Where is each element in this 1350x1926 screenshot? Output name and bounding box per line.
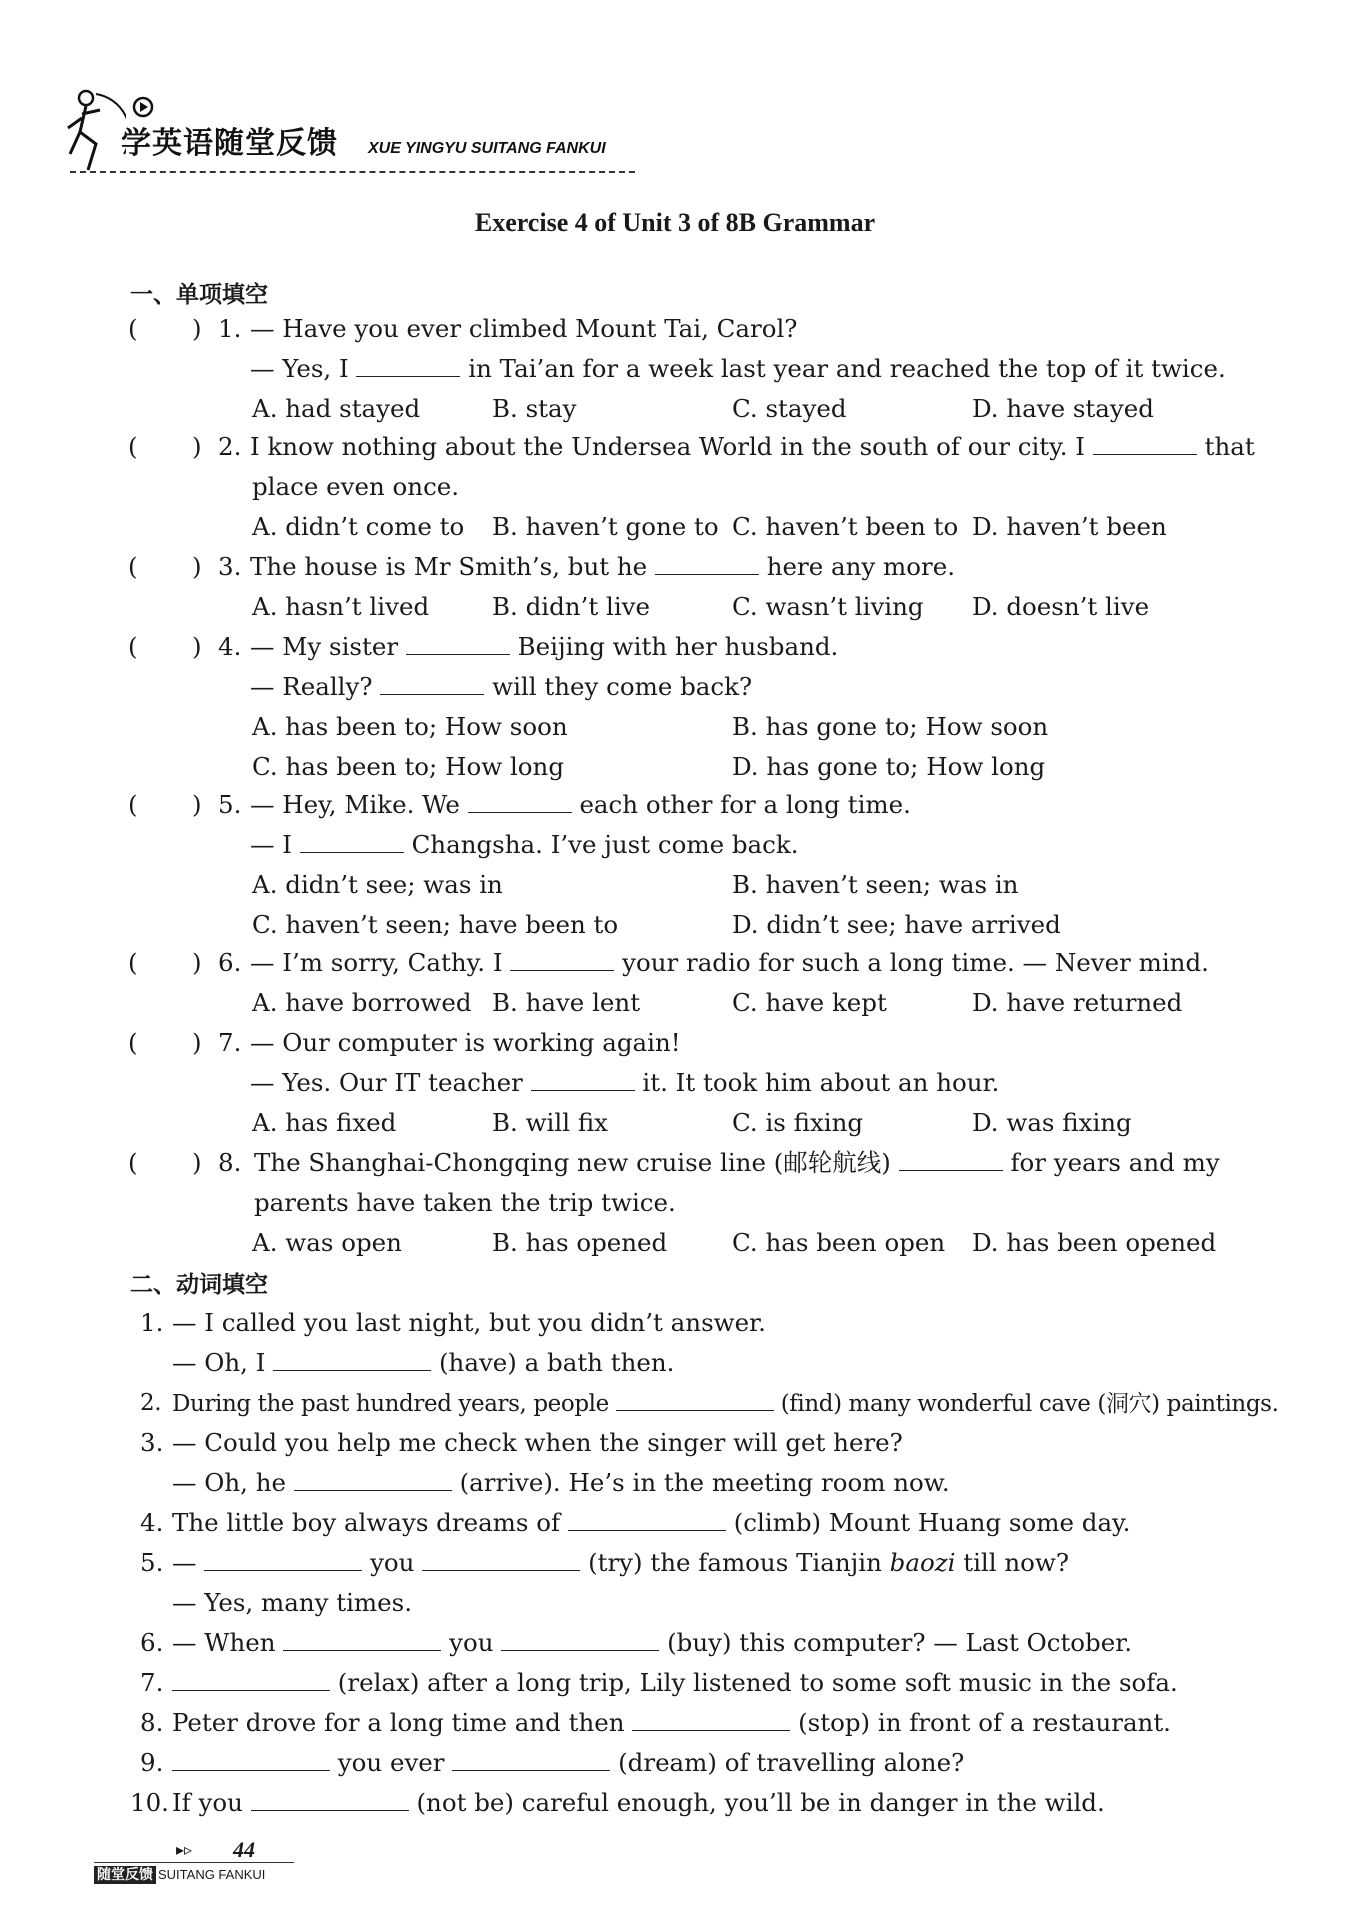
- question-stem: The house is Mr Smith’s, but he here any more.: [250, 552, 956, 581]
- option-a: A. has fixed: [252, 1108, 397, 1137]
- answer-paren-left: (: [128, 790, 138, 819]
- answer-paren-right: ): [192, 314, 202, 343]
- answer-blank[interactable]: [356, 354, 460, 377]
- question-stem: — Have you ever climbed Mount Tai, Carol?: [250, 314, 798, 343]
- option-d: D. doesn’t live: [972, 592, 1150, 621]
- option-a: A. have borrowed: [252, 988, 472, 1017]
- answer-paren-right: ): [192, 948, 202, 977]
- option-c: C. has been open: [732, 1228, 946, 1257]
- answer-blank[interactable]: [294, 1468, 452, 1491]
- answer-paren-left: (: [128, 314, 138, 343]
- item-text: — Oh, he (arrive). He’s in the meeting room now.: [172, 1468, 950, 1497]
- answer-paren-right: ): [192, 1148, 202, 1177]
- answer-blank[interactable]: [1093, 432, 1197, 455]
- item-text: During the past hundred years, people (find) many wonderful cave (洞穴) paintings.: [172, 1388, 1278, 1419]
- answer-blank[interactable]: [251, 1788, 409, 1811]
- question-number: 4.: [218, 632, 242, 661]
- option-a: A. didn’t come to: [252, 512, 465, 541]
- answer-paren-left: (: [128, 632, 138, 661]
- item-text: (relax) after a long trip, Lily listened to some soft music in the sofa.: [172, 1668, 1178, 1698]
- item-text: If you (not be) careful enough, you’ll be in danger in the wild.: [172, 1788, 1105, 1817]
- question-stem: The Shanghai-Chongqing new cruise line (邮轮航线) for years and my: [254, 1148, 1220, 1177]
- item-text: — Could you help me check when the singer will get here?: [172, 1428, 903, 1457]
- question-stem: place even once.: [252, 472, 460, 501]
- option-d: D. didn’t see; have arrived: [732, 910, 1061, 939]
- option-c: C. haven’t seen; have been to: [252, 910, 619, 939]
- option-d: D. was fixing: [972, 1108, 1132, 1137]
- answer-paren-left: (: [128, 552, 138, 581]
- item-number: 5.: [140, 1548, 164, 1577]
- item-number: 10.: [130, 1788, 169, 1817]
- footer-label: [94, 1864, 265, 1884]
- option-b: B. didn’t live: [492, 592, 650, 621]
- question-number: 6.: [218, 948, 242, 977]
- option-b: B. stay: [492, 394, 577, 423]
- option-c: C. stayed: [732, 394, 847, 423]
- question-stem: — I’m sorry, Cathy. I your radio for such a long time. — Never mind.: [250, 948, 1209, 977]
- answer-blank[interactable]: [655, 552, 759, 575]
- play-circle-icon: [132, 96, 154, 118]
- runner-logo-icon: [66, 84, 126, 180]
- answer-blank[interactable]: [568, 1508, 726, 1531]
- option-b: B. will fix: [492, 1108, 609, 1137]
- option-a: A. was open: [252, 1228, 402, 1257]
- answer-blank[interactable]: [468, 790, 572, 813]
- option-a: A. had stayed: [252, 394, 421, 423]
- option-d: D. have returned: [972, 988, 1183, 1017]
- answer-paren-left: (: [128, 432, 138, 461]
- item-number: 1.: [140, 1308, 164, 1337]
- answer-paren-right: ): [192, 790, 202, 819]
- question-stem: parents have taken the trip twice.: [254, 1188, 676, 1217]
- item-text: — I called you last night, but you didn’t answer.: [172, 1308, 766, 1337]
- item-text: — Yes, many times.: [172, 1588, 412, 1617]
- option-c: C. have kept: [732, 988, 887, 1017]
- page-header: [66, 84, 646, 180]
- answer-blank[interactable]: [452, 1748, 610, 1771]
- section-heading-verb-fill: 二、动词填空: [130, 1272, 268, 1298]
- answer-blank[interactable]: [531, 1068, 635, 1091]
- option-d: D. haven’t been: [972, 512, 1167, 541]
- answer-blank[interactable]: [899, 1148, 1003, 1171]
- option-c: C. is fixing: [732, 1108, 864, 1137]
- option-d: D. has gone to; How long: [732, 752, 1046, 781]
- item-text: you ever (dream) of travelling alone?: [172, 1748, 964, 1778]
- question-number: 3.: [218, 552, 242, 581]
- question-stem: — Hey, Mike. We each other for a long time.: [250, 790, 911, 819]
- answer-blank[interactable]: [273, 1348, 431, 1371]
- option-b: B. has opened: [492, 1228, 668, 1257]
- item-text: — you (try) the famous Tianjin baozi till now?: [172, 1548, 1070, 1577]
- item-number: 4.: [140, 1508, 164, 1537]
- answer-blank[interactable]: [406, 632, 510, 655]
- item-number: 9.: [140, 1748, 164, 1777]
- question-stem: I know nothing about the Undersea World in the south of our city. I that: [250, 432, 1255, 461]
- option-d: D. has been opened: [972, 1228, 1217, 1257]
- header-divider: [70, 171, 635, 173]
- item-text: — When you (buy) this computer? — Last October.: [172, 1628, 1133, 1657]
- question-stem: — My sister Beijing with her husband.: [250, 632, 839, 661]
- answer-blank[interactable]: [172, 1748, 330, 1771]
- footer-label-chinese: 随堂反馈: [94, 1866, 156, 1884]
- footer-label-pinyin: SUITANG FANKUI: [158, 1867, 266, 1882]
- option-b: B. haven’t seen; was in: [732, 870, 1019, 899]
- answer-paren-right: ): [192, 1028, 202, 1057]
- item-number: 7.: [140, 1668, 164, 1697]
- answer-paren-left: (: [128, 1028, 138, 1057]
- option-b: B. have lent: [492, 988, 641, 1017]
- answer-paren-left: (: [128, 948, 138, 977]
- section-heading-multiple-choice: 一、单项填空: [130, 282, 268, 308]
- question-number: 5.: [218, 790, 242, 819]
- answer-blank[interactable]: [300, 830, 404, 853]
- question-stem: — Our computer is working again!: [250, 1028, 681, 1057]
- question-stem: — Yes. Our IT teacher it. It took him about an hour.: [250, 1068, 1000, 1097]
- question-number: 7.: [218, 1028, 242, 1057]
- option-a: A. didn’t see; was in: [252, 870, 503, 899]
- question-stem: — Yes, I in Tai’an for a week last year and reached the top of it twice.: [250, 354, 1226, 383]
- item-text: — Oh, I (have) a bath then.: [172, 1348, 675, 1377]
- header-logo-text: 学英语随堂反馈: [121, 126, 338, 161]
- option-a: A. hasn’t lived: [252, 592, 430, 621]
- question-number: 1.: [218, 314, 242, 343]
- item-number: 2.: [140, 1390, 162, 1416]
- answer-paren-right: ): [192, 432, 202, 461]
- answer-blank[interactable]: [204, 1548, 362, 1571]
- answer-paren-right: ): [192, 632, 202, 661]
- option-b: B. haven’t gone to: [492, 512, 719, 541]
- header-pinyin: XUE YINGYU SUITANG FANKUI: [368, 140, 606, 157]
- answer-blank[interactable]: [501, 1628, 659, 1651]
- page-title: Exercise 4 of Unit 3 of 8B Grammar: [474, 208, 876, 237]
- item-number: 8.: [140, 1708, 164, 1737]
- question-stem: — Really? will they come back?: [250, 672, 753, 701]
- answer-paren-right: ): [192, 552, 202, 581]
- answer-blank[interactable]: [616, 1388, 774, 1411]
- item-number: 3.: [140, 1428, 164, 1457]
- question-number: 2.: [218, 432, 242, 461]
- item-number: 6.: [140, 1628, 164, 1657]
- answer-blank[interactable]: [172, 1668, 330, 1691]
- question-number: 8.: [218, 1148, 242, 1177]
- answer-blank[interactable]: [380, 672, 484, 695]
- item-text: Peter drove for a long time and then (stop) in front of a restaurant.: [172, 1708, 1171, 1737]
- option-c: C. has been to; How long: [252, 752, 565, 781]
- answer-blank[interactable]: [422, 1548, 580, 1571]
- option-c: C. haven’t been to: [732, 512, 959, 541]
- answer-paren-left: (: [128, 1148, 138, 1177]
- option-b: B. has gone to; How soon: [732, 712, 1049, 741]
- page-number: 44: [233, 1837, 255, 1862]
- answer-blank[interactable]: [632, 1708, 790, 1731]
- footer-divider: [94, 1862, 294, 1863]
- option-c: C. wasn’t living: [732, 592, 924, 621]
- footer-arrow-icon: ▸▹: [176, 1840, 193, 1859]
- answer-blank[interactable]: [510, 948, 614, 971]
- option-d: D. have stayed: [972, 394, 1154, 423]
- question-stem: — I Changsha. I’ve just come back.: [250, 830, 799, 859]
- answer-blank[interactable]: [283, 1628, 441, 1651]
- item-text: The little boy always dreams of (climb) Mount Huang some day.: [172, 1508, 1131, 1537]
- option-a: A. has been to; How soon: [252, 712, 568, 741]
